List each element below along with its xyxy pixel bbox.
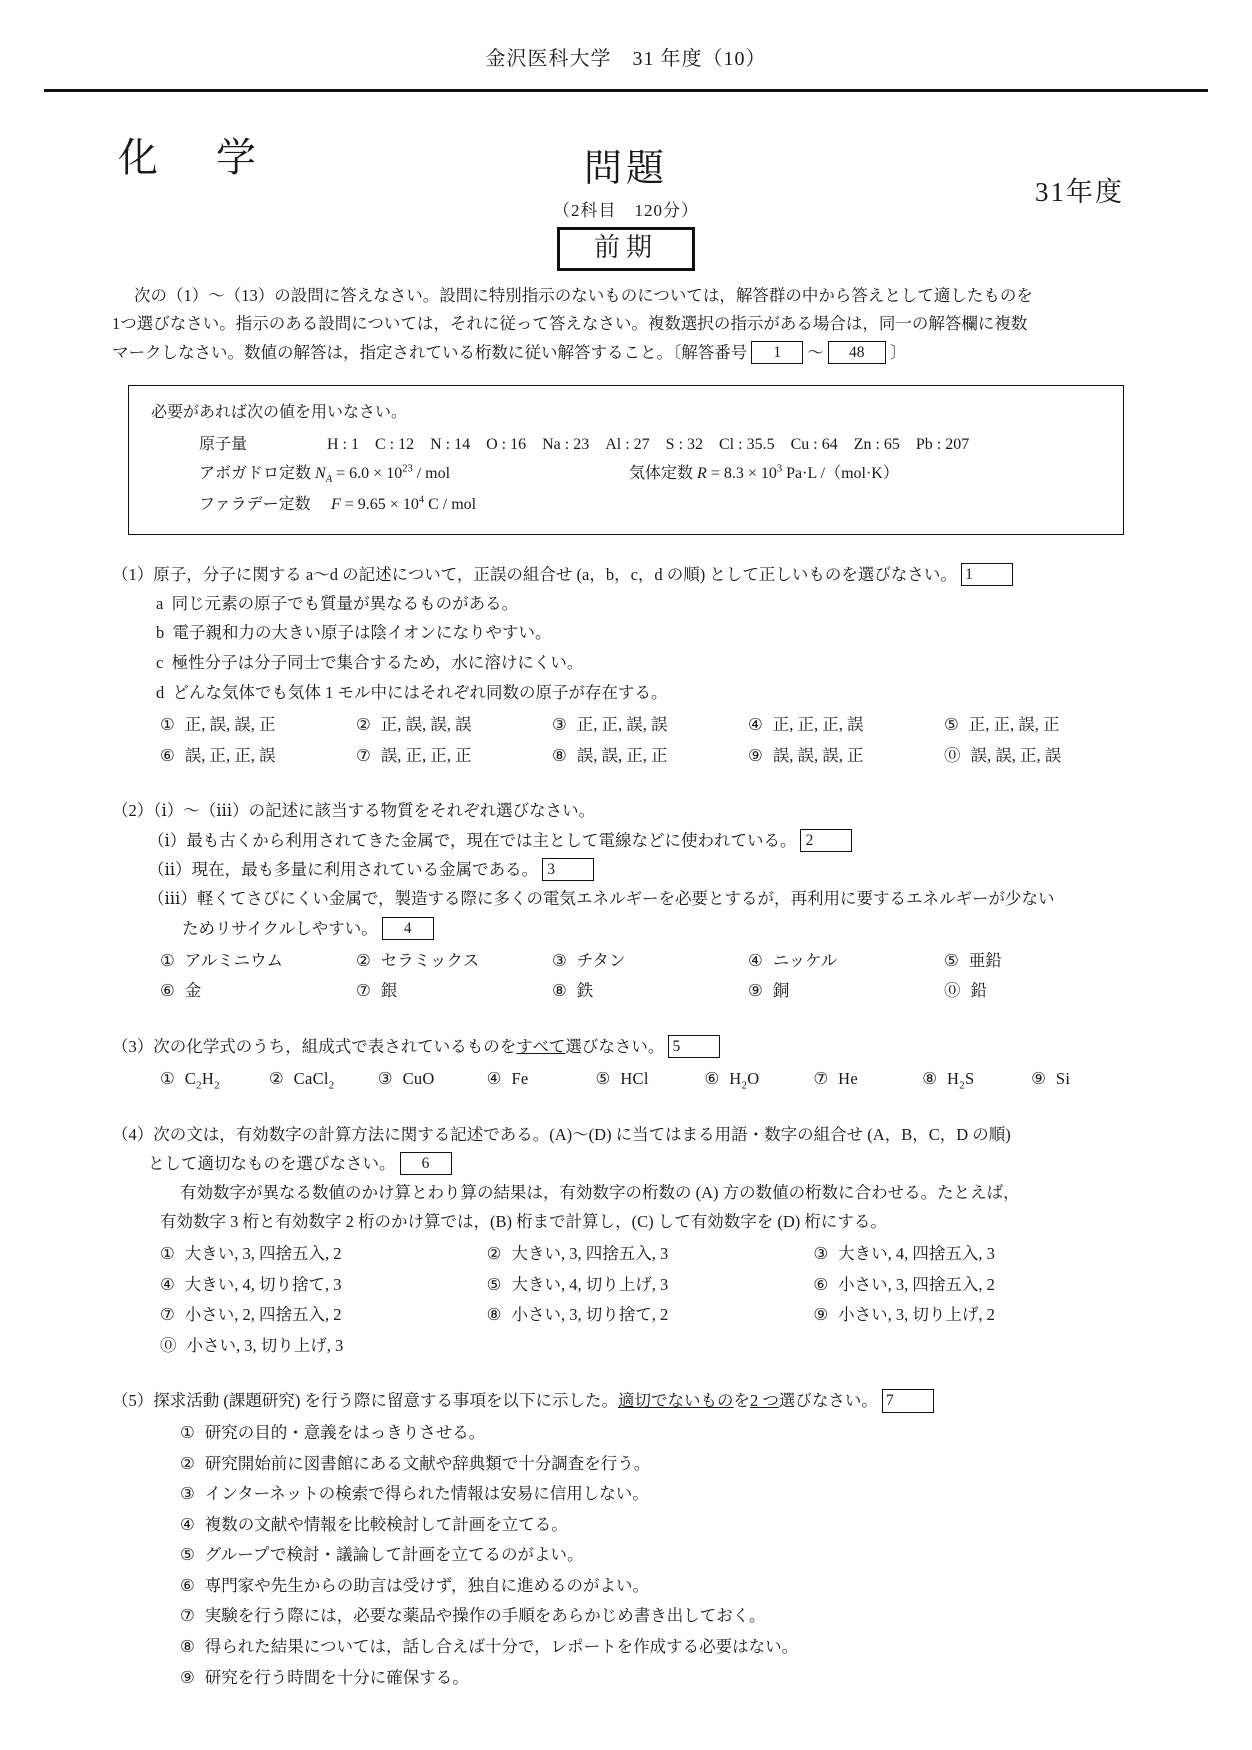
choice-marker: ④ xyxy=(748,715,763,735)
choice-option[interactable] xyxy=(748,976,944,1007)
faraday-unit: C / mol xyxy=(428,496,477,514)
question-1-answer-box[interactable]: 1 xyxy=(961,563,1013,586)
choice-marker: ⑥ xyxy=(180,1575,195,1595)
choice-marker: ⑤ xyxy=(944,715,959,735)
question-3-emphasis: すべて xyxy=(516,1036,566,1056)
choice-formula: Fe xyxy=(511,1069,529,1089)
atomic-weights-row xyxy=(151,430,1109,460)
atomic-weights-label: 原子量 xyxy=(199,435,248,453)
choice-label: 研究の目的・意義をはっきりさせる。 xyxy=(204,1423,486,1443)
choice-option[interactable] xyxy=(160,1571,1140,1602)
choice-marker: ④ xyxy=(748,950,763,970)
choice-marker: ② xyxy=(268,1069,284,1089)
choice-marker: ③ xyxy=(552,715,567,735)
choice-marker: ⑦ xyxy=(160,1305,175,1325)
choice-option[interactable] xyxy=(160,1601,1140,1632)
gas-symbol: R xyxy=(697,465,707,483)
question-2 xyxy=(112,797,1140,1007)
question-3-choices xyxy=(112,1064,1140,1095)
exam-title: 問題 xyxy=(583,148,668,190)
choice-option[interactable] xyxy=(160,1064,269,1095)
choice-label: 小さい, 3, 切り捨て, 2 xyxy=(511,1305,669,1325)
choice-label: 誤, 正, 正, 正 xyxy=(380,745,472,765)
question-1-statement-a xyxy=(112,589,1140,619)
atomic-weights-values: H : 1 C : 12 N : 14 O : 16 Na : 23 Al : 27 S : 32 Cl : 35.5 Cu : 64 Zn : 65 Pb : 207 xyxy=(327,435,970,453)
choice-marker: ① xyxy=(180,1423,195,1443)
title-zone xyxy=(0,108,1252,280)
question-5-text-b: 選びなさい。 xyxy=(778,1391,878,1411)
instructions-line-3-tail: 〕 xyxy=(889,342,907,362)
subject-title: 化 学 xyxy=(118,135,280,180)
choice-formula: He xyxy=(838,1069,858,1089)
statement-marker: c xyxy=(156,653,164,673)
choice-formula: Si xyxy=(1055,1069,1071,1089)
choice-label: 正, 正, 正, 誤 xyxy=(772,715,864,735)
choice-option[interactable] xyxy=(1031,1064,1140,1095)
choice-marker: ⑧ xyxy=(922,1069,938,1089)
choice-label: 正, 誤, 誤, 誤 xyxy=(380,715,472,735)
constants-box xyxy=(128,385,1124,535)
choice-option[interactable] xyxy=(944,710,1140,741)
choice-option[interactable] xyxy=(378,1064,487,1095)
question-1-choices xyxy=(112,710,1140,771)
choice-option[interactable] xyxy=(487,1300,814,1331)
question-5-text-a: 探求活動 (課題研究) を行う際に留意する事項を以下に示した。 xyxy=(153,1391,618,1411)
question-1-number: （1） xyxy=(112,564,154,584)
avogadro-symbol: $N_A$ xyxy=(315,465,333,486)
choice-label: 金 xyxy=(184,981,202,1001)
choice-marker: ⑤ xyxy=(944,950,959,970)
avogadro-value: = 6.0 × 10 xyxy=(336,465,403,483)
sub-text: 軽くてさびにくい金属で，製造する際に多くの電気エネルギーを必要とするが，再利用に要するエネルギーが少ない xyxy=(196,889,1055,909)
choice-label: グループで検討・議論して計画を立てるのがよい。 xyxy=(204,1545,584,1565)
choice-option[interactable] xyxy=(944,946,1140,977)
choice-label: 研究を行う時間を十分に確保する。 xyxy=(204,1667,469,1687)
choice-marker: ② xyxy=(486,1244,502,1264)
choice-label: 大きい, 3, 四捨五入, 2 xyxy=(184,1244,342,1264)
choice-marker: ⑤ xyxy=(486,1274,502,1294)
question-1-statement-d xyxy=(112,678,1140,708)
choice-option[interactable] xyxy=(552,976,748,1007)
statement-text: どんな気体でも気体 1 モル中にはそれぞれ同数の原子が存在する。 xyxy=(172,682,668,702)
answer-number-start: 1 xyxy=(751,341,803,364)
choice-marker: ⑨ xyxy=(1031,1069,1046,1089)
avogadro-unit: / mol xyxy=(416,465,451,483)
statement-marker: a xyxy=(156,593,164,613)
term-badge: 前期 xyxy=(557,227,695,271)
choice-option[interactable] xyxy=(160,1663,1140,1694)
avogadro-constant xyxy=(199,459,629,490)
choice-marker: ⑥ xyxy=(160,981,175,1001)
choice-marker: ⑥ xyxy=(813,1274,829,1294)
question-2-sub-ii xyxy=(146,855,1140,884)
choice-marker: ⑦ xyxy=(356,745,371,765)
choice-option[interactable] xyxy=(552,710,748,741)
choice-option[interactable] xyxy=(160,1632,1140,1663)
choice-option[interactable] xyxy=(748,741,944,772)
choice-option[interactable] xyxy=(160,1300,487,1331)
question-2-answer-box-3[interactable]: 3 xyxy=(542,858,594,881)
question-5-head xyxy=(112,1387,1140,1415)
choice-option[interactable] xyxy=(356,741,552,772)
question-4-head-cont xyxy=(112,1150,1140,1178)
statement-marker: d xyxy=(156,682,165,702)
instructions-line-3: マークしなさい。数値の解答は，指定されている桁数に従い解答すること。〔解答番号 xyxy=(112,342,748,362)
choice-marker: ⓪ xyxy=(944,745,961,765)
choice-option[interactable] xyxy=(944,976,1140,1007)
instructions-line-2: 1つ選びなさい。指示のある設問については，それに従って答えなさい。複数選択の指示がある場合は，同一の解答欄に複数 xyxy=(112,314,1028,334)
choice-label: 銀 xyxy=(380,981,398,1001)
answer-range-tilde: ～ xyxy=(807,342,824,362)
exam-content xyxy=(0,282,1252,1733)
choice-label: 複数の文献や情報を比較検討して計画を立てる。 xyxy=(204,1514,568,1534)
exam-title-block xyxy=(0,150,1252,271)
answer-number-end: 48 xyxy=(828,341,886,364)
gas-unit: Pa·L /（mol·K） xyxy=(786,465,899,483)
question-1-statement-c xyxy=(112,648,1140,678)
question-2-choices xyxy=(112,946,1140,1007)
question-2-number: （2） xyxy=(112,801,154,821)
sub-marker: （ⅰ） xyxy=(148,830,187,850)
choice-option[interactable] xyxy=(552,741,748,772)
question-2-sub-i xyxy=(146,826,1140,855)
choice-label: 誤, 誤, 正, 正 xyxy=(576,745,668,765)
choice-label: 大きい, 3, 四捨五入, 3 xyxy=(511,1244,669,1264)
statement-text: 同じ元素の原子でも質量が異なるものがある。 xyxy=(171,593,519,613)
choice-option[interactable] xyxy=(487,1239,814,1270)
choice-option[interactable] xyxy=(160,1418,1140,1449)
choice-label: アルミニウム xyxy=(184,950,283,970)
choice-label: チタン xyxy=(576,950,626,970)
choice-option[interactable] xyxy=(487,1064,596,1095)
choice-label: 研究開始前に図書館にある文献や辞典類で十分調査を行う。 xyxy=(204,1453,651,1473)
choice-marker: ① xyxy=(160,950,175,970)
choice-marker: ⑦ xyxy=(813,1069,829,1089)
choice-marker: ④ xyxy=(180,1514,195,1534)
question-3-number: （3） xyxy=(112,1036,154,1056)
choice-marker: ⑧ xyxy=(552,745,567,765)
choice-marker: ⑦ xyxy=(356,981,371,1001)
question-4-head xyxy=(112,1121,1140,1149)
choice-marker: ⓪ xyxy=(944,981,961,1001)
choice-marker: ⑤ xyxy=(595,1069,611,1089)
question-4-body xyxy=(112,1178,1140,1237)
choice-marker: ⑨ xyxy=(748,745,763,765)
question-4-number: （4） xyxy=(112,1125,154,1145)
choice-marker: ⑥ xyxy=(160,745,175,765)
choice-marker: ⑧ xyxy=(180,1636,195,1656)
choice-marker: ⑥ xyxy=(704,1069,720,1089)
question-2-head xyxy=(112,797,1140,825)
choice-formula: $C_2H_2$ xyxy=(184,1069,220,1092)
question-5-number: （5） xyxy=(112,1391,154,1411)
instructions-line-1: 次の（1）～（13）の設問に答えなさい。設問に特別指示のないものについては，解答群の中から答えとして適したものを xyxy=(134,286,1033,305)
sub-marker: （ⅲ） xyxy=(148,889,197,909)
choice-label: 専門家や先生からの助言は受けず，独自に進めるのがよい。 xyxy=(204,1575,649,1595)
choice-label: 得られた結果については，話し合えば十分で，レポートを作成する必要はない。 xyxy=(204,1636,799,1656)
question-5 xyxy=(112,1387,1140,1693)
question-4-choices xyxy=(112,1239,1140,1361)
question-4-answer-box[interactable]: 6 xyxy=(400,1152,452,1175)
choice-option[interactable] xyxy=(813,1300,1140,1331)
choice-option[interactable] xyxy=(160,1449,1140,1480)
question-2-sub-iii-cont xyxy=(146,914,1140,943)
choice-marker: ③ xyxy=(813,1244,829,1264)
question-5-emphasis-2: 2 つ xyxy=(750,1391,779,1411)
choice-label: 大きい, 4, 四捨五入, 3 xyxy=(838,1244,995,1264)
choice-option[interactable] xyxy=(704,1064,813,1095)
page-header: 金沢医科大学 31 年度（10） xyxy=(485,48,767,70)
choice-marker: ② xyxy=(180,1453,195,1473)
question-4-body-line-1: 有効数字が異なる数値のかけ算とわり算の結果は，有効数字の桁数の (A) 方の数値の桁数に合わせる。たとえば， xyxy=(180,1182,1020,1202)
avogadro-symbol-sub: A xyxy=(325,474,333,486)
choice-option[interactable] xyxy=(813,1239,1140,1270)
choice-option[interactable] xyxy=(356,946,552,977)
choice-label: ニッケル xyxy=(772,950,838,970)
choice-option[interactable] xyxy=(160,946,356,977)
choice-label: 誤, 誤, 誤, 正 xyxy=(772,745,864,765)
sub-text: 現在，最も多量に利用されている金属である。 xyxy=(191,859,539,879)
choice-label: 小さい, 3, 切り上げ, 2 xyxy=(838,1305,995,1325)
statement-text: 電子親和力の大きい原子は陰イオンになりやすい。 xyxy=(172,623,552,643)
choice-option[interactable] xyxy=(356,976,552,1007)
statement-text: 極性分子は分子同士で集合するため，水に溶けにくい。 xyxy=(171,653,584,673)
choice-label: 小さい, 3, 四捨五入, 2 xyxy=(838,1274,995,1294)
question-5-text-mid: を xyxy=(733,1391,750,1411)
question-4 xyxy=(112,1121,1140,1361)
choice-option[interactable] xyxy=(356,710,552,741)
choice-marker: ⑤ xyxy=(180,1545,195,1565)
faraday-label: ファラデー定数 xyxy=(199,496,311,514)
choice-marker: ⑦ xyxy=(180,1606,195,1626)
choice-label: 大きい, 4, 切り捨て, 3 xyxy=(184,1274,342,1294)
choice-formula: HCl xyxy=(620,1069,649,1089)
sub-marker: （ⅱ） xyxy=(148,859,192,879)
choice-marker: ② xyxy=(356,950,371,970)
choice-marker: ⑨ xyxy=(180,1667,195,1687)
sub-text: 最も古くから利用されてきた金属で，現在では主として電線などに使われている。 xyxy=(186,830,797,850)
question-1 xyxy=(112,561,1140,772)
faraday-symbol: F xyxy=(331,496,341,514)
choice-marker: ⑨ xyxy=(813,1305,829,1325)
choice-option[interactable] xyxy=(160,976,356,1007)
choice-marker: ⑧ xyxy=(486,1305,502,1325)
question-3-head xyxy=(112,1033,1140,1061)
gas-constant xyxy=(629,459,899,490)
choice-option[interactable] xyxy=(269,1064,378,1095)
question-2-sub-iii xyxy=(146,884,1140,913)
question-4-body-line-2: 有効数字 3 桁と有効数字 2 桁のかけ算では，(B) 桁まで計算し，(C) して有効数字を (D) 桁にする。 xyxy=(160,1211,887,1231)
choice-option[interactable] xyxy=(160,1540,1140,1571)
gas-exponent: 3 xyxy=(776,463,783,475)
faraday-exponent: 4 xyxy=(418,494,425,506)
choice-label: 実験を行う際には，必要な薬品や操作の手順をあらかじめ書き出しておく。 xyxy=(204,1606,766,1626)
choice-option[interactable] xyxy=(160,1270,487,1301)
choice-option[interactable] xyxy=(160,710,356,741)
choice-label: 大きい, 4, 切り上げ, 3 xyxy=(511,1274,669,1294)
choice-label: 誤, 正, 正, 誤 xyxy=(184,745,276,765)
choice-marker: ① xyxy=(160,1244,175,1264)
question-5-answer-box[interactable]: 7 xyxy=(882,1389,934,1412)
constants-row-1 xyxy=(151,459,1109,490)
question-5-choices xyxy=(112,1418,1140,1693)
faraday-constant xyxy=(151,490,1109,520)
choice-marker: ③ xyxy=(552,950,567,970)
choice-marker: ② xyxy=(356,715,371,735)
choice-option[interactable] xyxy=(160,741,356,772)
gas-value: = 8.3 × 10 xyxy=(710,465,777,483)
choice-marker: ④ xyxy=(160,1274,175,1294)
choice-formula: CaCl$_2$ xyxy=(293,1069,335,1092)
choice-option[interactable] xyxy=(160,1479,1140,1510)
choice-option[interactable] xyxy=(922,1064,1031,1095)
choice-label: 正, 正, 誤, 誤 xyxy=(576,715,668,735)
choice-option[interactable] xyxy=(552,946,748,977)
choice-formula: CuO xyxy=(402,1069,435,1089)
choice-label: 正, 誤, 誤, 正 xyxy=(184,715,276,735)
sub-text-continued: ためリサイクルしやすい。 xyxy=(182,918,378,938)
choice-option[interactable] xyxy=(813,1270,1140,1301)
choice-marker: ① xyxy=(160,1069,175,1089)
question-2-answer-box-4[interactable]: 4 xyxy=(382,917,434,940)
question-4-text-1: 次の文は，有効数字の計算方法に関する記述である。(A)～(D) に当てはまる用語・数字の組合せ (A，B，C，D の順) xyxy=(153,1125,1011,1145)
question-1-head xyxy=(112,561,1140,589)
choice-label: 鉄 xyxy=(576,981,594,1001)
choice-marker: ⓪ xyxy=(160,1335,177,1355)
avogadro-exponent: 23 xyxy=(402,463,413,475)
choice-label: 正, 正, 誤, 正 xyxy=(968,715,1060,735)
question-2-answer-box-2[interactable]: 2 xyxy=(800,829,852,852)
constants-lead: 必要があれば次の値を用いなさい。 xyxy=(151,404,408,422)
faraday-value: = 9.65 × 10 xyxy=(344,496,419,514)
choice-label: 小さい, 2, 四捨五入, 2 xyxy=(184,1305,342,1325)
choice-option[interactable] xyxy=(748,946,944,977)
avogadro-label: アボガドロ定数 xyxy=(199,465,312,483)
choice-option[interactable] xyxy=(944,741,1140,772)
choice-label: セラミックス xyxy=(380,950,480,970)
gas-label: 気体定数 xyxy=(629,465,694,483)
question-1-statement-b xyxy=(112,618,1140,648)
exam-year: 31年度 xyxy=(1035,177,1124,207)
question-4-text-2: として適切なものを選びなさい。 xyxy=(148,1153,396,1173)
instructions xyxy=(112,282,1140,367)
choice-option[interactable] xyxy=(487,1270,814,1301)
choice-label: 誤, 誤, 正, 誤 xyxy=(970,745,1062,765)
question-3 xyxy=(112,1033,1140,1095)
choice-marker: ① xyxy=(160,715,175,735)
question-3-text-b: 選びなさい。 xyxy=(565,1036,665,1056)
choice-marker: ④ xyxy=(486,1069,502,1089)
choice-marker: ⑨ xyxy=(748,981,763,1001)
question-1-text: 原子，分子に関する a～d の記述について，正誤の組合せ (a，b，c，d の順) として正しいものを選びなさい。 xyxy=(153,564,957,584)
question-2-text: （ⅰ）～（ⅲ）の記述に該当する物質をそれぞれ選びなさい。 xyxy=(153,801,596,821)
choice-label: 亜鉛 xyxy=(968,950,1002,970)
choice-option[interactable] xyxy=(748,710,944,741)
choice-option[interactable] xyxy=(160,1239,487,1270)
choice-label: インターネットの検索で得られた情報は安易に信用しない。 xyxy=(204,1484,649,1504)
question-5-emphasis-1: 適切でないもの xyxy=(618,1391,734,1411)
question-3-answer-box[interactable]: 5 xyxy=(668,1035,720,1058)
exam-duration: （2科目 120分） xyxy=(553,200,699,220)
choice-option[interactable] xyxy=(813,1064,922,1095)
header-divider xyxy=(44,89,1208,92)
statement-marker: b xyxy=(156,623,165,643)
choice-option[interactable] xyxy=(160,1510,1140,1541)
choice-formula: $H_2O$ xyxy=(729,1069,760,1092)
choice-option[interactable] xyxy=(160,1331,487,1362)
question-3-text-a: 次の化学式のうち，組成式で表されているものを xyxy=(153,1036,517,1056)
choice-option[interactable] xyxy=(596,1064,705,1095)
choice-label: 小さい, 3, 切り上げ, 3 xyxy=(186,1335,344,1355)
choice-marker: ③ xyxy=(377,1069,393,1089)
choice-marker: ③ xyxy=(180,1484,195,1504)
choice-marker: ⑧ xyxy=(552,981,567,1001)
choice-formula: $H_2S$ xyxy=(947,1069,975,1092)
choice-label: 鉛 xyxy=(970,981,987,1001)
choice-label: 銅 xyxy=(772,981,790,1001)
